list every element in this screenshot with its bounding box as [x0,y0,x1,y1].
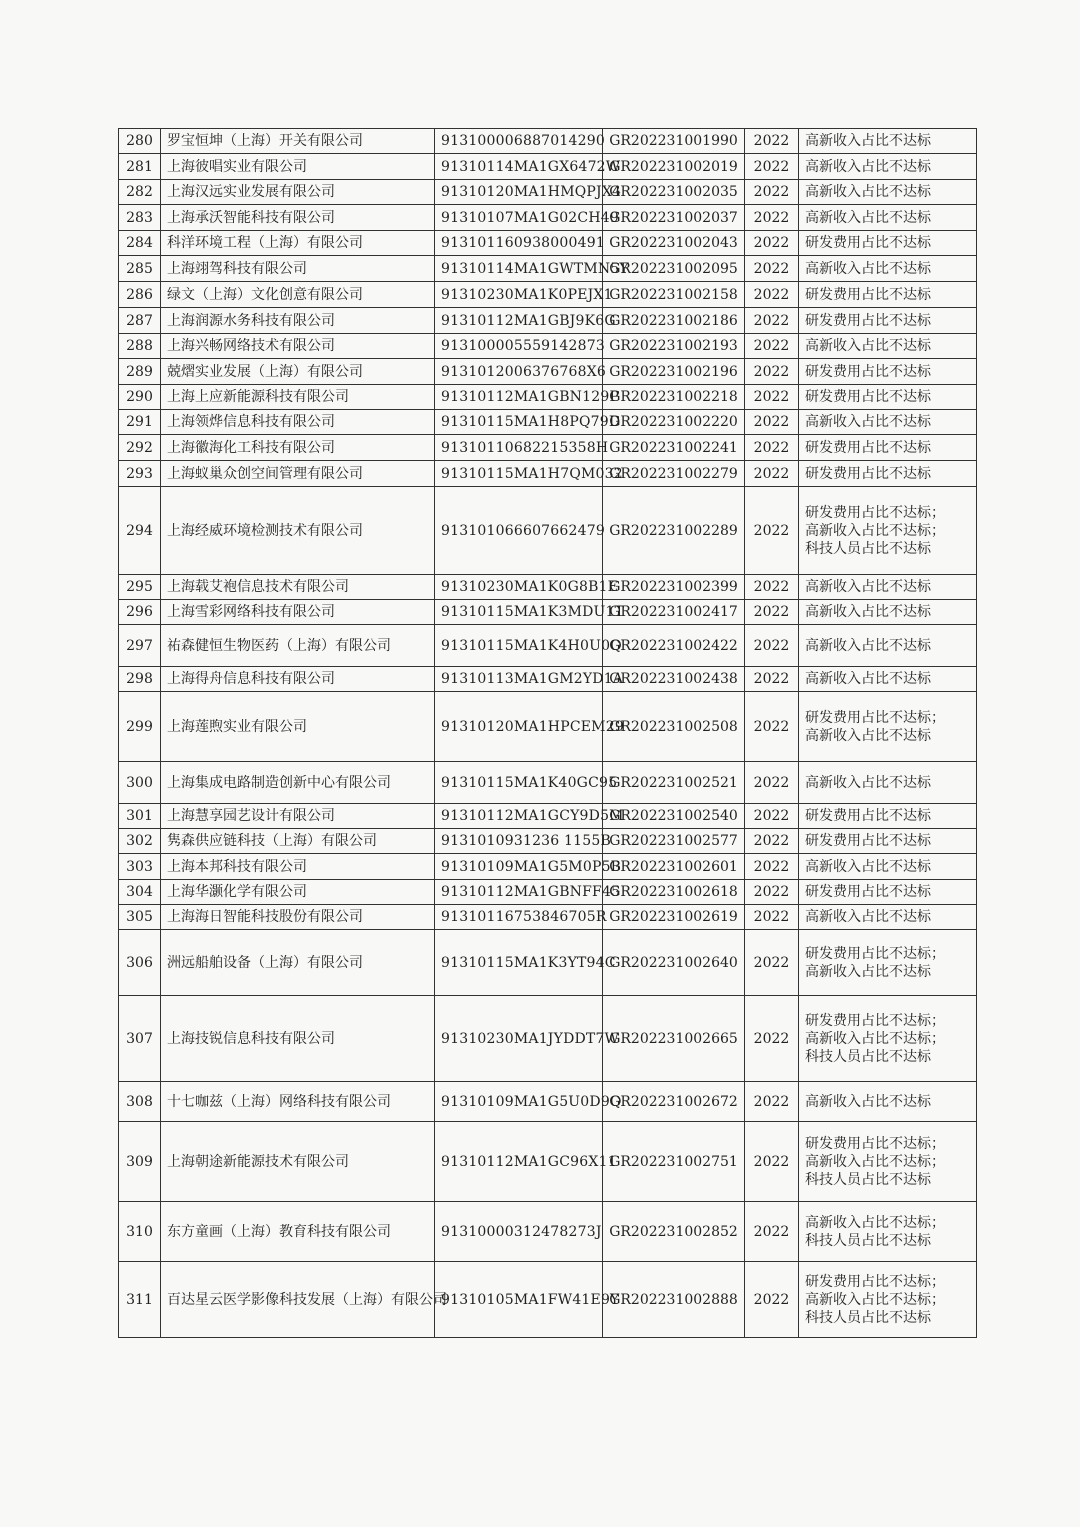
row-number: 282 [119,180,161,205]
credit-code: 91310230MA1K0PEJX1 [435,282,603,308]
reason [799,282,977,308]
row-number: 291 [119,410,161,435]
reason [799,461,977,487]
reason [799,180,977,205]
credit-code: 91310120MA1HPCEM29 [435,692,603,762]
credit-code: 91310000312478273J [435,1202,603,1262]
credit-code: 91310120MA1HMQPJX4 [435,180,603,205]
year: 2022 [745,667,799,692]
year: 2022 [745,600,799,625]
reason-line: 研发费用占比不达标 [805,439,931,456]
year: 2022 [745,1202,799,1262]
table-row [119,308,977,334]
table-row [119,1262,977,1338]
table-row [119,1202,977,1262]
company-name: 上海领烨信息科技有限公司 [161,410,435,435]
row-number: 286 [119,282,161,308]
reason [799,256,977,282]
reason-line: 高新收入占比不达标； [805,522,945,539]
company-name: 上海华灏化学有限公司 [161,880,435,905]
company-name: 上海雪彩网络科技有限公司 [161,600,435,625]
certificate-number: GR202231002417 [603,600,745,625]
reason-line: 研发费用占比不达标； [805,709,945,726]
certificate-number: GR202231002289 [603,487,745,575]
company-name: 兢熠实业发展（上海）有限公司 [161,359,435,385]
year: 2022 [745,308,799,334]
company-name: 上海彼唱实业有限公司 [161,154,435,180]
certificate-number: GR202231002043 [603,231,745,256]
reason-line: 科技人员占比不达标 [805,1171,931,1188]
row-number: 280 [119,129,161,154]
year: 2022 [745,180,799,205]
reason-line: 研发费用占比不达标 [805,808,931,824]
credit-code: 913101160938000491 [435,231,603,256]
reason-line: 高新收入占比不达标 [805,774,931,791]
reason [799,880,977,905]
credit-code: 91310115MA1K4H0U0Q [435,625,603,667]
table-row [119,996,977,1082]
certificate-number: GR202231002196 [603,359,745,385]
row-number: 303 [119,854,161,880]
certificate-number: GR202231002095 [603,256,745,282]
reason [799,930,977,996]
certificate-number: GR202231002218 [603,385,745,410]
reason-line: 研发费用占比不达标； [805,504,945,521]
credit-code: 91310115MA1K3MDU1T [435,600,603,625]
reason-line: 研发费用占比不达标 [805,286,931,303]
table-row [119,256,977,282]
credit-code: 913100005559142873 [435,334,603,359]
reason [799,600,977,625]
certificate-number: GR202231002186 [603,308,745,334]
reason [799,762,977,804]
table-row [119,385,977,410]
company-name: 百达星云医学影像科技发展（上海）有限公司 [161,1262,435,1338]
certificate-number: GR202231002751 [603,1122,745,1202]
year: 2022 [745,880,799,905]
certificate-number: GR202231002540 [603,804,745,829]
year: 2022 [745,256,799,282]
row-number: 295 [119,575,161,600]
credit-code: 91310116753846705R [435,905,603,930]
certificate-number: GR202231002852 [603,1202,745,1262]
year: 2022 [745,334,799,359]
reason [799,905,977,930]
year: 2022 [745,385,799,410]
reason-line: 研发费用占比不达标 [805,363,931,380]
credit-code: 9131010931236 1155B [435,829,603,854]
credit-code: 91310115MA1K40GC95 [435,762,603,804]
reason-line: 高新收入占比不达标 [805,1093,931,1110]
row-number: 285 [119,256,161,282]
row-number: 301 [119,804,161,829]
table-row [119,905,977,930]
table-row [119,804,977,829]
reason-line: 科技人员占比不达标 [805,540,931,557]
reason-line: 高新收入占比不达标 [805,671,931,687]
reason-line: 科技人员占比不达标 [805,1309,931,1326]
reason-line: 高新收入占比不达标 [805,414,931,430]
table-row [119,829,977,854]
table-row [119,487,977,575]
row-number: 293 [119,461,161,487]
credit-code: 91310107MA1G02CH49 [435,205,603,231]
table-row [119,461,977,487]
certificate-number: GR202231002422 [603,625,745,667]
row-number: 306 [119,930,161,996]
certificate-number: GR202231002438 [603,667,745,692]
row-number: 283 [119,205,161,231]
table-row [119,282,977,308]
revocation-list-table [118,128,977,1338]
reason [799,692,977,762]
company-name: 上海徽海化工科技有限公司 [161,435,435,461]
reason [799,487,977,575]
table-row [119,205,977,231]
reason [799,154,977,180]
year: 2022 [745,996,799,1082]
table-row [119,1082,977,1122]
reason [799,804,977,829]
company-name: 上海莲煦实业有限公司 [161,692,435,762]
credit-code: 91310112MA1GBJ9K6G [435,308,603,334]
table-row [119,1122,977,1202]
row-number: 297 [119,625,161,667]
reason [799,435,977,461]
table-row [119,930,977,996]
credit-code: 91310105MA1FW41E9Y [435,1262,603,1338]
reason-line: 高新收入占比不达标 [805,858,931,875]
credit-code: 91310112MA1GBN129P [435,385,603,410]
certificate-number: GR202231002618 [603,880,745,905]
reason [799,854,977,880]
reason-line: 高新收入占比不达标 [805,963,931,980]
year: 2022 [745,625,799,667]
reason-line: 研发费用占比不达标 [805,312,931,329]
credit-code: 91310112MA1GC96X11 [435,1122,603,1202]
certificate-number: GR202231002279 [603,461,745,487]
company-name: 祐森健恒生物医药（上海）有限公司 [161,625,435,667]
year: 2022 [745,692,799,762]
reason-line: 高新收入占比不达标； [805,1030,945,1047]
certificate-number: GR202231002158 [603,282,745,308]
table-row [119,762,977,804]
table-row [119,180,977,205]
table-row [119,359,977,385]
reason-line: 研发费用占比不达标 [805,833,931,849]
certificate-number: GR202231002601 [603,854,745,880]
table-row [119,154,977,180]
row-number: 281 [119,154,161,180]
reason-line: 高新收入占比不达标 [805,727,931,744]
row-number: 299 [119,692,161,762]
credit-code: 91310114MA1GWTMN5Y [435,256,603,282]
row-number: 294 [119,487,161,575]
credit-code: 91310112MA1GCY9D5M [435,804,603,829]
company-name: 上海海日智能科技股份有限公司 [161,905,435,930]
company-name: 上海经威环境检测技术有限公司 [161,487,435,575]
credit-code: 91310115MA1H7QM032 [435,461,603,487]
company-name: 隽森供应链科技（上海）有限公司 [161,829,435,854]
reason [799,996,977,1082]
row-number: 307 [119,996,161,1082]
credit-code: 91310230MA1JYDDT7W [435,996,603,1082]
reason [799,575,977,600]
company-name: 上海承沃智能科技有限公司 [161,205,435,231]
company-name: 上海得舟信息科技有限公司 [161,667,435,692]
year: 2022 [745,854,799,880]
reason-line: 高新收入占比不达标 [805,579,931,595]
company-name: 十七咖兹（上海）网络科技有限公司 [161,1082,435,1122]
row-number: 289 [119,359,161,385]
reason-line: 研发费用占比不达标 [805,465,931,482]
certificate-number: GR202231002665 [603,996,745,1082]
certificate-number: GR202231002037 [603,205,745,231]
reason-line: 高新收入占比不达标 [805,260,931,277]
reason-line: 研发费用占比不达标； [805,1273,945,1290]
company-name: 上海本邦科技有限公司 [161,854,435,880]
credit-code: 91310112MA1GBNFF45 [435,880,603,905]
reason-line: 科技人员占比不达标 [805,1232,931,1249]
certificate-number: GR202231002035 [603,180,745,205]
reason [799,1082,977,1122]
reason [799,359,977,385]
company-name: 上海兴畅网络技术有限公司 [161,334,435,359]
reason [799,1202,977,1262]
row-number: 311 [119,1262,161,1338]
reason-line: 高新收入占比不达标 [805,909,931,925]
year: 2022 [745,930,799,996]
company-name: 上海载艾袍信息技术有限公司 [161,575,435,600]
year: 2022 [745,154,799,180]
reason [799,334,977,359]
company-name: 科洋环境工程（上海）有限公司 [161,231,435,256]
table-row [119,435,977,461]
credit-code: 91310115MA1H8PQ79D [435,410,603,435]
reason [799,625,977,667]
reason-line: 高新收入占比不达标 [805,184,931,200]
year: 2022 [745,435,799,461]
reason-line: 研发费用占比不达标； [805,945,945,962]
credit-code: 91310109MA1G5M0P5B [435,854,603,880]
table-row [119,600,977,625]
company-name: 罗宝恒坤（上海）开关有限公司 [161,129,435,154]
credit-code: 91310230MA1K0G8B1E [435,575,603,600]
table-body [119,129,977,1338]
row-number: 292 [119,435,161,461]
company-name: 上海慧享园艺设计有限公司 [161,804,435,829]
reason-line: 研发费用占比不达标； [805,1135,945,1152]
credit-code: 91310115MA1K3YT94C [435,930,603,996]
reason [799,129,977,154]
credit-code: 91310114MA1GX6472W [435,154,603,180]
credit-code: 91310113MA1GM2YD1A [435,667,603,692]
year: 2022 [745,129,799,154]
reason [799,205,977,231]
year: 2022 [745,1122,799,1202]
certificate-number: GR202231002508 [603,692,745,762]
certificate-number: GR202231002399 [603,575,745,600]
year: 2022 [745,359,799,385]
year: 2022 [745,487,799,575]
reason-line: 研发费用占比不达标； [805,1012,945,1029]
credit-code: 9131012006376768X6 [435,359,603,385]
row-number: 290 [119,385,161,410]
year: 2022 [745,575,799,600]
row-number: 302 [119,829,161,854]
reason [799,829,977,854]
table-row [119,692,977,762]
reason [799,308,977,334]
table-row [119,334,977,359]
company-name: 上海蚁巢众创空间管理有限公司 [161,461,435,487]
certificate-number: GR202231002888 [603,1262,745,1338]
certificate-number: GR202231002241 [603,435,745,461]
row-number: 305 [119,905,161,930]
reason-line: 研发费用占比不达标 [805,235,931,251]
year: 2022 [745,282,799,308]
year: 2022 [745,829,799,854]
credit-code: 913101066607662479 [435,487,603,575]
year: 2022 [745,410,799,435]
reason-line: 高新收入占比不达标 [805,338,931,354]
row-number: 298 [119,667,161,692]
company-name: 上海集成电路制造创新中心有限公司 [161,762,435,804]
reason-line: 高新收入占比不达标； [805,1291,945,1308]
credit-code: 91310110682215358H [435,435,603,461]
company-name: 上海翊驾科技有限公司 [161,256,435,282]
year: 2022 [745,905,799,930]
company-name: 上海朝途新能源技术有限公司 [161,1122,435,1202]
reason-line: 高新收入占比不达标 [805,209,931,226]
year: 2022 [745,461,799,487]
certificate-number: GR202231002640 [603,930,745,996]
reason-line: 研发费用占比不达标 [805,884,931,900]
reason-line: 高新收入占比不达标 [805,637,931,654]
certificate-number: GR202231002019 [603,154,745,180]
reason-line: 高新收入占比不达标； [805,1214,945,1231]
table-row [119,410,977,435]
company-name: 上海汉远实业发展有限公司 [161,180,435,205]
certificate-number: GR202231001990 [603,129,745,154]
year: 2022 [745,231,799,256]
reason-line: 研发费用占比不达标 [805,389,931,405]
certificate-number: GR202231002577 [603,829,745,854]
reason-line: 科技人员占比不达标 [805,1048,931,1065]
row-number: 304 [119,880,161,905]
company-name: 上海上应新能源科技有限公司 [161,385,435,410]
certificate-number: GR202231002521 [603,762,745,804]
table-row [119,129,977,154]
row-number: 300 [119,762,161,804]
year: 2022 [745,804,799,829]
row-number: 296 [119,600,161,625]
row-number: 310 [119,1202,161,1262]
reason [799,667,977,692]
year: 2022 [745,1262,799,1338]
credit-code: 91310109MA1G5U0D9Q [435,1082,603,1122]
company-name: 洲远船舶设备（上海）有限公司 [161,930,435,996]
reason [799,1122,977,1202]
reason [799,385,977,410]
company-name: 东方童画（上海）教育科技有限公司 [161,1202,435,1262]
table-row [119,667,977,692]
reason-line: 高新收入占比不达标 [805,158,931,175]
certificate-number: GR202231002619 [603,905,745,930]
year: 2022 [745,1082,799,1122]
table-row [119,880,977,905]
reason-line: 高新收入占比不达标； [805,1153,945,1170]
row-number: 287 [119,308,161,334]
table-row [119,575,977,600]
reason [799,231,977,256]
year: 2022 [745,762,799,804]
row-number: 288 [119,334,161,359]
company-name: 上海润源水务科技有限公司 [161,308,435,334]
table-row [119,625,977,667]
year: 2022 [745,205,799,231]
row-number: 309 [119,1122,161,1202]
row-number: 308 [119,1082,161,1122]
credit-code: 913100006887014290 [435,129,603,154]
table-row [119,231,977,256]
certificate-number: GR202231002193 [603,334,745,359]
reason-line: 高新收入占比不达标 [805,604,931,620]
certificate-number: GR202231002220 [603,410,745,435]
table-row [119,854,977,880]
row-number: 284 [119,231,161,256]
reason [799,1262,977,1338]
company-name: 绿文（上海）文化创意有限公司 [161,282,435,308]
reason [799,410,977,435]
company-name: 上海技锐信息科技有限公司 [161,996,435,1082]
reason-line: 高新收入占比不达标 [805,133,931,149]
certificate-number: GR202231002672 [603,1082,745,1122]
